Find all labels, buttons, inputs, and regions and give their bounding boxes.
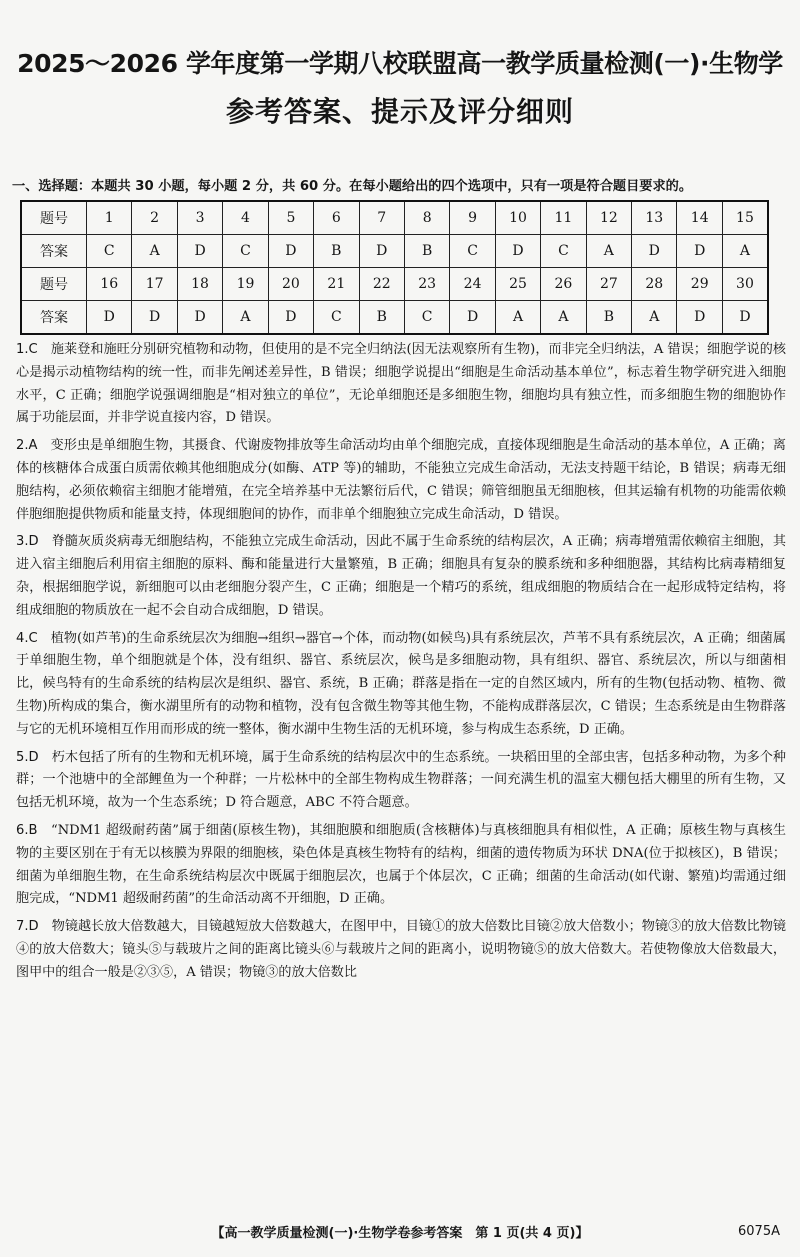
answer-cell: C bbox=[223, 235, 268, 268]
question-number-cell: 14 bbox=[677, 201, 722, 235]
question-number-cell: 15 bbox=[722, 201, 768, 235]
question-number-cell: 28 bbox=[632, 268, 677, 301]
explanation-text: 施莱登和施旺分别研究植物和动物，但使用的是不完全归纳法(因无法观察所有生物)，而非完全归纳法，A 错误；细胞学说的核心是揭示动植物结构的统一性，而非先阐述差异性，B 错误；细胞学说提出“细胞是生命活动基本单位”，标志着生物学研究进入细胞水平，C 正确；细胞学说强调细胞是“相对独立的单位”，无论单细胞还是多细胞生物，细胞均具有独立性，而多细胞生物的细胞协作属于功能层面，并非学说直接内容，D 错误。 bbox=[16, 342, 786, 426]
explanation-text: 朽木包括了所有的生物和无机环境，属于生命系统的结构层次中的生态系统。一块稻田里的全部虫害，包括多种动物，为多个种群；一个池塘中的全部鲤鱼为一个种群；一片松林中的全部生物构成生物群落；一间充满生机的温室大棚包括大棚里的所有生物，又包括无机环境，故为一个生态系统；D 符合题意，ABC 不符合题意。 bbox=[16, 749, 787, 811]
page-footer: 【高一教学质量检测(一)·生物学卷参考答案 第 1 页(共 4 页)】 bbox=[211, 1226, 589, 1241]
question-number-cell: 16 bbox=[87, 268, 132, 301]
question-number-cell: 2 bbox=[132, 201, 177, 235]
answer-cell: D bbox=[632, 235, 677, 268]
explanation-item bbox=[16, 339, 786, 430]
question-number-cell: 24 bbox=[450, 268, 495, 301]
answer-cell: A bbox=[495, 301, 540, 335]
row-label-number: 题号 bbox=[21, 201, 87, 235]
answer-cell: B bbox=[359, 301, 404, 335]
question-number-cell: 7 bbox=[359, 201, 404, 235]
table-row bbox=[21, 301, 768, 335]
question-label: 6.B bbox=[16, 822, 38, 838]
question-label: 3.D bbox=[16, 534, 39, 550]
answer-cell: D bbox=[495, 235, 540, 268]
answer-cell: D bbox=[177, 235, 222, 268]
answer-cell: D bbox=[177, 301, 222, 335]
question-number-cell: 6 bbox=[314, 201, 359, 235]
explanation-item bbox=[16, 916, 786, 984]
question-label: 4.C bbox=[16, 630, 38, 646]
answer-cell: D bbox=[359, 235, 404, 268]
answer-cell: A bbox=[586, 235, 631, 268]
table-row bbox=[21, 235, 768, 268]
question-number-cell: 19 bbox=[223, 268, 268, 301]
question-number-cell: 3 bbox=[177, 201, 222, 235]
answer-cell: D bbox=[268, 235, 313, 268]
question-number-cell: 5 bbox=[268, 201, 313, 235]
answer-cell: D bbox=[677, 301, 722, 335]
answer-cell: A bbox=[541, 301, 586, 335]
explanation-text: 脊髓灰质炎病毒无细胞结构，不能独立完成生命活动，因此不属于生命系统的结构层次，A 正确；病毒增殖需依赖宿主细胞，其进入宿主细胞后利用宿主细胞的原料、酶和能量进行大量繁殖，B 正确；细胞具有复杂的膜系统和多种细胞器，其结构比病毒精细复杂，根据细胞学说，新细胞可以由老细胞分裂产生，C 正确；细胞是一个精巧的系统，组成细胞的物质结合在一起形成特定结构，将组成细胞的物质放在一起不会自动合成细胞，D 错误。 bbox=[16, 534, 787, 618]
question-number-cell: 18 bbox=[177, 268, 222, 301]
answer-cell: D bbox=[268, 301, 313, 335]
question-number-cell: 9 bbox=[450, 201, 495, 235]
row-label-answer: 答案 bbox=[21, 301, 87, 335]
question-number-cell: 30 bbox=[722, 268, 768, 301]
answer-cell: B bbox=[586, 301, 631, 335]
explanation-text: 植物(如芦苇)的生命系统层次为细胞→组织→器官→个体，而动物(如候鸟)具有系统层次，芦苇不具有系统层次，A 正确；细菌属于单细胞生物，单个细胞就是个体，没有组织、器官、系统层次，候鸟是多细胞动物，具有组织、器官、系统层次，所以与细菌相比，候鸟特有的生命系统的结构层次是组织、器官、系统，B 正确；群落是指在一定的自然区域内，所有的生物(包括动物、植物、微生物)所构成的集合，衡水湖里所有的动物和植物，没有包含微生物等其他生物，不能构成群落层次，C 错误；生态系统是由生物群落与它的无机环境相互作用而形成的统一整体，衡水湖中生物生活的无机环境，参与构成生态系统，D 正确。 bbox=[16, 630, 787, 737]
row-label-answer: 答案 bbox=[21, 235, 87, 268]
question-number-cell: 26 bbox=[541, 268, 586, 301]
explanation-item bbox=[16, 628, 786, 742]
question-label: 1.C bbox=[16, 342, 38, 357]
question-number-cell: 22 bbox=[359, 268, 404, 301]
question-label: 7.D bbox=[16, 919, 39, 935]
document-code: 6075A bbox=[738, 1224, 780, 1239]
explanations bbox=[16, 339, 786, 990]
question-number-cell: 21 bbox=[314, 268, 359, 301]
answer-cell: A bbox=[132, 235, 177, 268]
question-label: 2.A bbox=[16, 438, 38, 454]
question-number-cell: 29 bbox=[677, 268, 722, 301]
answer-cell: A bbox=[632, 301, 677, 335]
answer-cell: D bbox=[722, 301, 768, 335]
answer-cell: C bbox=[314, 301, 359, 335]
question-label: 5.D bbox=[16, 749, 39, 765]
document-title: 2025～2026 学年度第一学期八校联盟高一教学质量检测(一)·生物学 bbox=[17, 49, 783, 78]
answer-table bbox=[20, 200, 769, 335]
question-number-cell: 13 bbox=[632, 201, 677, 235]
document-subtitle: 参考答案、提示及评分细则 bbox=[225, 95, 574, 128]
question-number-cell: 20 bbox=[268, 268, 313, 301]
answer-cell: C bbox=[404, 301, 449, 335]
table-row bbox=[21, 268, 768, 301]
question-number-cell: 23 bbox=[404, 268, 449, 301]
answer-cell: D bbox=[677, 235, 722, 268]
question-number-cell: 10 bbox=[495, 201, 540, 235]
question-number-cell: 11 bbox=[541, 201, 586, 235]
answer-cell: A bbox=[223, 301, 268, 335]
question-number-cell: 8 bbox=[404, 201, 449, 235]
explanation-text: 物镜越长放大倍数越大，目镜越短放大倍数越大，在图甲中，目镜①的放大倍数比目镜②放大倍数小；物镜③的放大倍数比物镜④的放大倍数大；镜头⑤与载玻片之间的距离比镜头⑥与载玻片之间的距离小，说明物镜⑤的放大倍数大。若使物像放大倍数最大，图甲中的组合一般是②③⑤，A 错误；物镜③的放大倍数比 bbox=[16, 919, 787, 980]
explanation-item bbox=[16, 747, 786, 815]
answer-cell: A bbox=[722, 235, 768, 268]
question-number-cell: 12 bbox=[586, 201, 631, 235]
explanation-text: 变形虫是单细胞生物，其摄食、代谢废物排放等生命活动均由单个细胞完成，直接体现细胞是生命活动的基本单位，A 正确；离体的核糖体合成蛋白质需依赖其他细胞成分(如酶、ATP 等)的辅助，不能独立完成生命活动，无法支持题干结论，B 错误；病毒无细胞结构，必须依赖宿主细胞才能增殖，在完全培养基中无法繁衍后代，C 错误；筛管细胞虽无细胞核，但其运输有机物的功能需依赖伴胞细胞提供物质和能量支持，体现细胞间的协作，而非单个细胞独立完成生命活动，D 错误。 bbox=[16, 438, 786, 522]
question-number-cell: 27 bbox=[586, 268, 631, 301]
section-heading: 一、选择题：本题共 30 小题，每小题 2 分，共 60 分。在每小题给出的四个选项中，只有一项是符合题目要求的。 bbox=[12, 179, 693, 194]
answer-cell: B bbox=[314, 235, 359, 268]
explanation-item bbox=[16, 820, 786, 911]
answer-cell: D bbox=[450, 301, 495, 335]
answer-cell: B bbox=[404, 235, 449, 268]
question-number-cell: 17 bbox=[132, 268, 177, 301]
explanation-item bbox=[16, 531, 786, 622]
explanation-text: “NDM1 超级耐药菌”属于细菌(原核生物)，其细胞膜和细胞质(含核糖体)与真核细胞具有相似性，A 正确；原核生物与真核生物的主要区别在于有无以核膜为界限的细胞核，染色体是真核生物特有的结构，细菌的遗传物质为环状 DNA(位于拟核区)，B 错误；细菌为单细胞生物，在生命系统结构层次中既属于细胞层次，也属于个体层次，C 正确；细菌的生命活动(如代谢、繁殖)均需通过细胞完成，“NDM1 超级耐药菌”的生命活动离不开细胞，D 正确。 bbox=[16, 822, 787, 907]
question-number-cell: 1 bbox=[87, 201, 132, 235]
answer-cell: C bbox=[450, 235, 495, 268]
answer-cell: D bbox=[87, 301, 132, 335]
row-label-number: 题号 bbox=[21, 268, 87, 301]
explanation-item bbox=[16, 435, 786, 526]
question-number-cell: 4 bbox=[223, 201, 268, 235]
answer-cell: D bbox=[132, 301, 177, 335]
answer-cell: C bbox=[87, 235, 132, 268]
answer-cell: C bbox=[541, 235, 586, 268]
table-row bbox=[21, 201, 768, 235]
question-number-cell: 25 bbox=[495, 268, 540, 301]
